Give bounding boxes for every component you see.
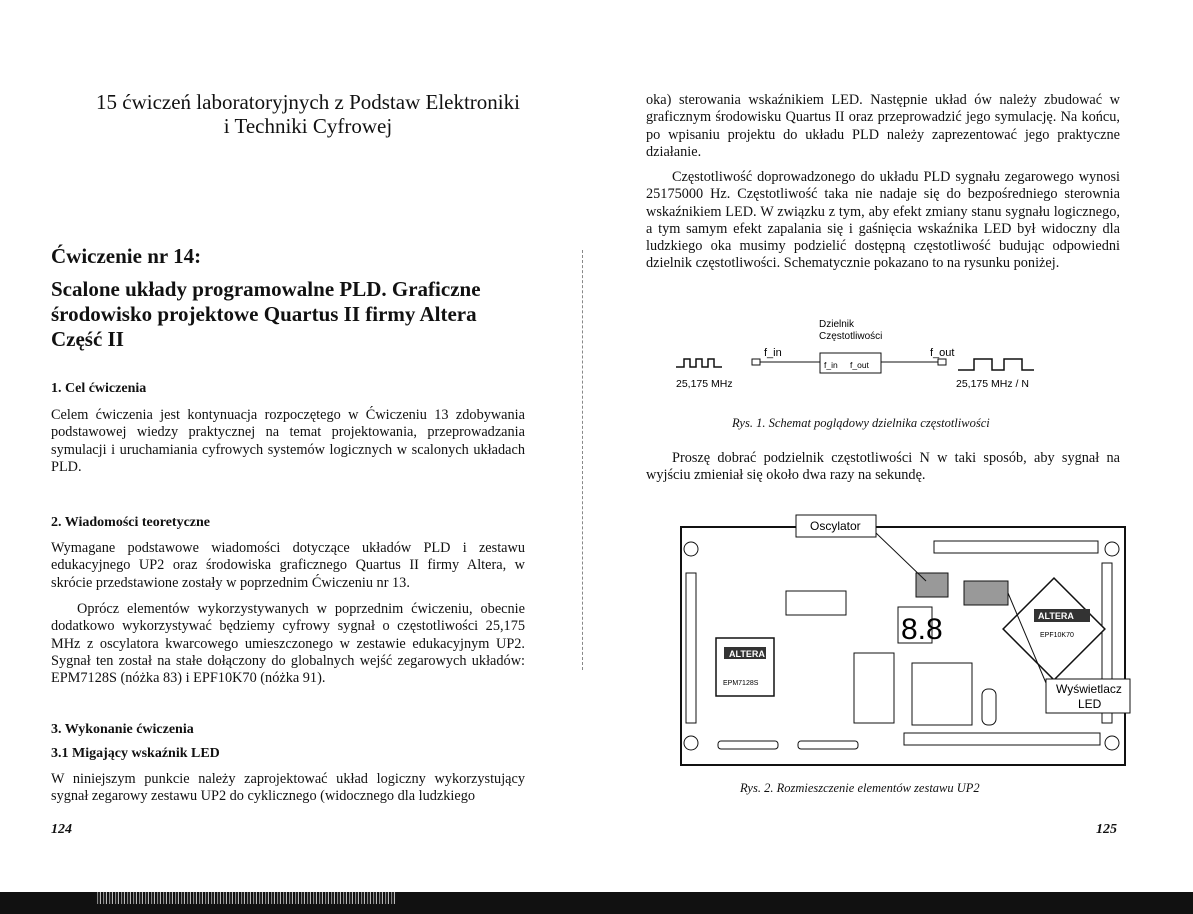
section-3-1-text: W niniejszym punkcie należy zaprojektować układ logiczny wykorzystujący sygnał zegarowy zestawu UP2 do cyklicznego (widocznego dla ludzkiego bbox=[51, 771, 525, 805]
exercise-subtitle-line2: środowisko projektowe Quartus II firmy Altera bbox=[51, 302, 477, 326]
flex-led-block bbox=[912, 663, 972, 725]
section-3-heading: 3. Wykonanie ćwiczenia bbox=[51, 722, 194, 737]
pin-out-label: f_out bbox=[930, 347, 955, 359]
input-frequency: 25,175 MHz bbox=[676, 378, 733, 390]
left-header-strip bbox=[686, 573, 696, 723]
frequency-divider-diagram bbox=[676, 312, 1036, 392]
power-connector bbox=[718, 741, 778, 749]
page-number-right: 125 bbox=[1096, 822, 1117, 837]
pin-in-marker bbox=[752, 359, 760, 365]
top-header-strip bbox=[934, 541, 1098, 553]
port-out-label: f_out bbox=[850, 360, 869, 370]
figure-2-caption: Rys. 2. Rozmieszczenie elementów zestawu UP2 bbox=[740, 781, 980, 795]
section-2-heading: 2. Wiadomości teoretyczne bbox=[51, 515, 211, 530]
oscillator-callout: Oscylator bbox=[810, 519, 861, 533]
flex-switch bbox=[982, 689, 996, 725]
flex-digit-display bbox=[964, 581, 1008, 605]
led-column bbox=[854, 653, 894, 723]
section-1-text: Celem ćwiczenia jest kontynuacja rozpoczętego w Ćwiczeniu 13 zdobywania podstawowej wiedzy praktycznej na temat projektowania, przeprowadzania symulacji i uruchamiania cyfrowych systemów logicznych w scalonych układach PLD. bbox=[51, 407, 525, 475]
page-number-left: 124 bbox=[51, 822, 72, 837]
chip2-label: EPF10K70 bbox=[1040, 632, 1074, 639]
exercise-title: Ćwiczenie nr 14: bbox=[51, 244, 202, 268]
port-in-label: f_in bbox=[824, 360, 838, 370]
scan-edge-bar bbox=[0, 892, 1193, 914]
section-2-paragraph-2: Oprócz elementów wykorzystywanych w poprzednim ćwiczeniu, obecnie dodatkowo wykorzystywać będziemy cyfrowy sygnał o częstotliwości 25,175 MHz z oscylatora kwarcowego umieszczonego w zestawie edukacyjnym UP2. Sygnał ten został na stałe dołączony do globalnych wejść zegarowych układów: EPM7128S (nóżka 83) i EPF10K70 (nóżka 91). bbox=[51, 601, 525, 687]
up2-board-diagram bbox=[676, 513, 1132, 769]
pin-out-marker bbox=[938, 359, 946, 365]
section-1-heading: 1. Cel ćwiczenia bbox=[51, 381, 147, 396]
running-head bbox=[88, 90, 528, 138]
figure-1-caption: Rys. 1. Schemat poglądowy dzielnika częstotliwości bbox=[732, 416, 990, 430]
led-callout-line2: LED bbox=[1078, 697, 1102, 711]
led-callout-line1: Wyświetlacz bbox=[1056, 682, 1122, 696]
section-3-1-heading: 3.1 Migający wskaźnik LED bbox=[51, 746, 220, 761]
output-clock-waveform bbox=[958, 359, 1034, 370]
left-page bbox=[0, 0, 590, 880]
chip1-label: EPM7128S bbox=[723, 680, 759, 687]
input-clock-waveform bbox=[676, 359, 722, 367]
bottom-header-strip bbox=[904, 733, 1100, 745]
gutter-line bbox=[582, 250, 583, 670]
running-head-line1: 15 ćwiczeń laboratoryjnych z Podstaw Elektroniki bbox=[96, 90, 520, 114]
divider-label-1: Dzielnik bbox=[819, 319, 855, 330]
right-paragraph-1: oka) sterowania wskaźnikiem LED. Następnie układ ów należy zbudować w graficznym środowisku Quartus II oraz przeprowadzić jego symulację. Na końcu, po wpisaniu projektu do układu PLD należy zaprezentować jego praktyczne działanie. bbox=[646, 92, 1120, 160]
switch-block bbox=[786, 591, 846, 615]
seven-segment-digits: 8.8 bbox=[901, 613, 943, 646]
exercise-subtitle bbox=[51, 277, 531, 352]
section-2-paragraph-1: Wymagane podstawowe wiadomości dotyczące układów PLD i zestawu edukacyjnego UP2 oraz środowiska graficznego Quartus II firmy Altera, w skrócie przedstawione zostały w poprzednim Ćwiczeniu nr 13. bbox=[51, 540, 525, 591]
epm7128s-chip bbox=[716, 638, 774, 696]
exercise-subtitle-line1: Scalone układy programowalne PLD. Graficzne bbox=[51, 277, 481, 301]
right-paragraph-2: Częstotliwość doprowadzonego do układu PLD sygnału zegarowego wynosi 25175000 Hz. Częstotliwość taka nie nadaje się do bezpośredniego sterownia wskaźnikiem LED. W związku z tym, aby efekt zmiany stanu sygnału logicznego, a tym samym efekt zapalania się i gaśnięcia wskaźnika LED był widoczny dla ludzkiego oka musimy podzielić dostępną częstotliwość budując odpowiedni dzielnik częstotliwości. Schematycznie pokazano to na rysunku poniżej. bbox=[646, 169, 1120, 272]
altera-logo-text-2: ALTERA bbox=[1038, 611, 1074, 621]
pin-in-label: f_in bbox=[764, 347, 782, 359]
output-frequency: 25,175 MHz / N bbox=[956, 378, 1029, 390]
running-head-line2: i Techniki Cyfrowej bbox=[223, 114, 393, 138]
altera-logo-text-1: ALTERA bbox=[729, 649, 765, 659]
divider-label-2: Częstotliwości bbox=[819, 331, 883, 342]
exercise-subtitle-line3: Część II bbox=[51, 327, 124, 351]
right-paragraph-3: Proszę dobrać podzielnik częstotliwości N w taki sposób, aby sygnał na wyjściu zmieniał się około dwa razy na sekundę. bbox=[646, 450, 1120, 484]
jtag-connector bbox=[798, 741, 858, 749]
